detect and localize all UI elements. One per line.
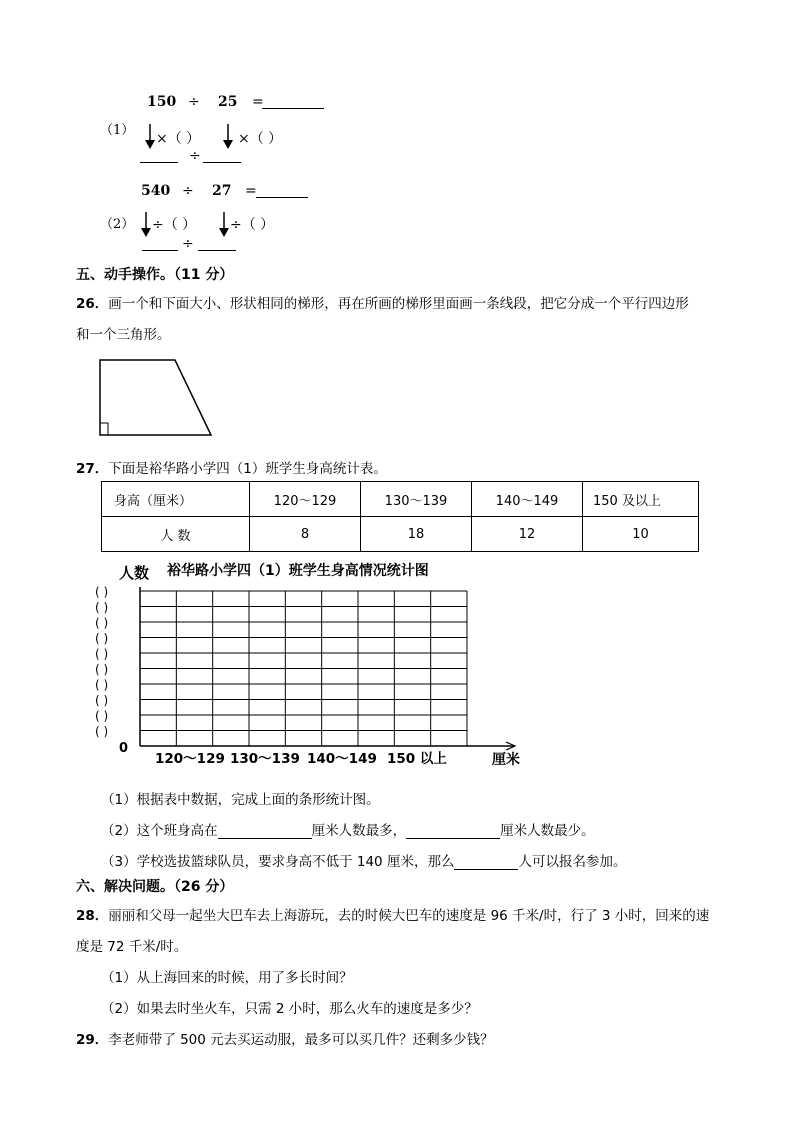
chart-y-tick-label: ( ) [95, 678, 109, 692]
chart-y-ticks [95, 585, 108, 739]
q28-line1 [76, 904, 709, 924]
table-header-cell: 130～139 [361, 482, 472, 517]
q26-line2: 和一个三角形。 [76, 327, 171, 343]
q27-text: 下面是裕华路小学四（1）班学生身高统计表。 [108, 461, 387, 477]
chart-y-tick-label: ( ) [95, 647, 109, 661]
calc2-result-blank-left[interactable] [142, 236, 178, 251]
calc1-step-left: ×（ ） [156, 131, 201, 147]
chart-y-tick-label: ( ) [95, 662, 109, 677]
chart-y-axis-label: 人数 [119, 564, 150, 582]
calc2-step-left: ÷（ ） [152, 217, 197, 233]
chart-x-tick-label: 130～139 [230, 751, 300, 767]
calc2-step-right: ÷（ ） [230, 217, 275, 233]
q27-sub3-a: （3）学校选拔篮球队员，要求身高不低于 140 厘米，那么 [101, 854, 455, 870]
table-row [102, 482, 699, 517]
chart-y-tick-label: ( ) [95, 616, 109, 630]
q27-sub2-a: （2）这个班身高在 [101, 823, 218, 839]
q29-text: 李老师带了 500 元去买运动服，最多可以买几件？还剩多少钱？ [108, 1032, 494, 1048]
table-row-label: 人 数 [102, 517, 250, 552]
q27-number: 27． [76, 461, 109, 477]
q28-line2: 度是 72 千米/时。 [76, 939, 188, 955]
q26-line1 [76, 292, 689, 312]
calc2-divide-sign: ÷ [182, 183, 194, 199]
table-cell: 10 [583, 517, 699, 552]
q26-number: 26． [76, 296, 109, 312]
calc1-result-blank-right[interactable] [203, 148, 241, 163]
q28-text: 丽丽和父母一起坐大巴车去上海游玩，去的时候大巴车的速度是 96 千米/时，行了 3 小时，回来的速 [108, 908, 710, 924]
q27-sub2-blank-least[interactable] [406, 824, 500, 839]
q27-sub3-b: 人可以报名参加。 [518, 854, 627, 870]
calc2-result-blank-right[interactable] [198, 236, 236, 251]
calc2-equals: = [245, 183, 257, 199]
trapezoid-figure [95, 356, 217, 440]
table-row [102, 517, 699, 552]
calc2-dividend: 540 [141, 183, 171, 199]
chart-x-tick-label: 120～129 [155, 751, 225, 767]
chart-y-tick-label: ( ) [95, 709, 109, 723]
q28-sub2: （2）如果去时坐火车，只需 2 小时，那么火车的速度是多少？ [101, 1001, 478, 1017]
calc1-divide-sign: ÷ [188, 94, 200, 110]
chart-x-ticks [155, 751, 447, 767]
section5-title: 五、动手操作。（11 分） [76, 267, 234, 283]
down-arrow-icon [222, 124, 234, 150]
q29-line [76, 1028, 494, 1048]
calc1-result-blank-left[interactable] [140, 148, 178, 163]
chart-y-tick-label: ( ) [95, 693, 109, 708]
chart-y-tick-label: ( ) [95, 724, 109, 739]
chart-y-tick-label: ( ) [95, 631, 109, 646]
chart-y-tick-label: ( ) [95, 600, 109, 615]
table-header-cell: 150 及以上 [583, 482, 699, 517]
calc2-divisor: 27 [212, 183, 232, 199]
chart-x-tick-label: 150 以上 [387, 751, 447, 767]
section6-title: 六、解决问题。（26 分） [76, 879, 234, 895]
chart-x-tick-label: 140～149 [307, 751, 377, 767]
q26-text: 画一个和下面大小、形状相同的梯形，再在所画的梯形里面画一条线段，把它分成一个平行四边形 [108, 296, 689, 312]
chart-grid [140, 587, 515, 750]
q29-number: 29． [76, 1032, 109, 1048]
q27-sub2-c: 厘米人数最少。 [500, 823, 595, 839]
height-bar-chart [88, 555, 528, 773]
calc2-label: （2） [100, 217, 135, 232]
q27-sub1: （1）根据表中数据，完成上面的条形统计图。 [101, 792, 380, 808]
calc1-label: （1） [100, 123, 135, 138]
table-header-cell: 120～129 [250, 482, 361, 517]
chart-origin-label: 0 [119, 741, 129, 756]
q28-number: 28． [76, 908, 109, 924]
calc1-mid-divide: ÷ [189, 148, 201, 164]
q28-sub1: （1）从上海回来的时候，用了多长时间？ [101, 970, 353, 986]
q27-line [76, 457, 387, 477]
table-cell: 8 [250, 517, 361, 552]
q27-sub3-blank[interactable] [454, 855, 518, 870]
calc1-divisor: 25 [218, 94, 238, 110]
q27-sub2 [101, 819, 595, 839]
calc1-dividend: 150 [147, 94, 177, 110]
table-header-cell: 140～149 [472, 482, 583, 517]
chart-title: 裕华路小学四（1）班学生身高情况统计图 [167, 563, 429, 579]
q27-sub3 [101, 850, 626, 870]
calc2-answer-blank[interactable] [256, 183, 308, 198]
chart-x-axis-label: 厘米 [492, 752, 520, 768]
calc1-equals: = [252, 94, 264, 110]
down-arrow-icon [144, 124, 156, 150]
height-stats-table [101, 481, 699, 552]
calc1-answer-blank[interactable] [262, 94, 324, 109]
calc1-step-right: ×（ ） [238, 131, 283, 147]
down-arrow-icon [218, 212, 230, 238]
table-cell: 12 [472, 517, 583, 552]
down-arrow-icon [140, 212, 152, 238]
calc2-mid-divide: ÷ [182, 236, 194, 252]
q27-sub2-blank-most[interactable] [218, 824, 312, 839]
chart-y-tick-label: ( ) [95, 585, 109, 599]
table-cell: 18 [361, 517, 472, 552]
q27-sub2-b: 厘米人数最多， [311, 823, 407, 839]
table-header-label: 身高（厘米） [102, 482, 250, 517]
